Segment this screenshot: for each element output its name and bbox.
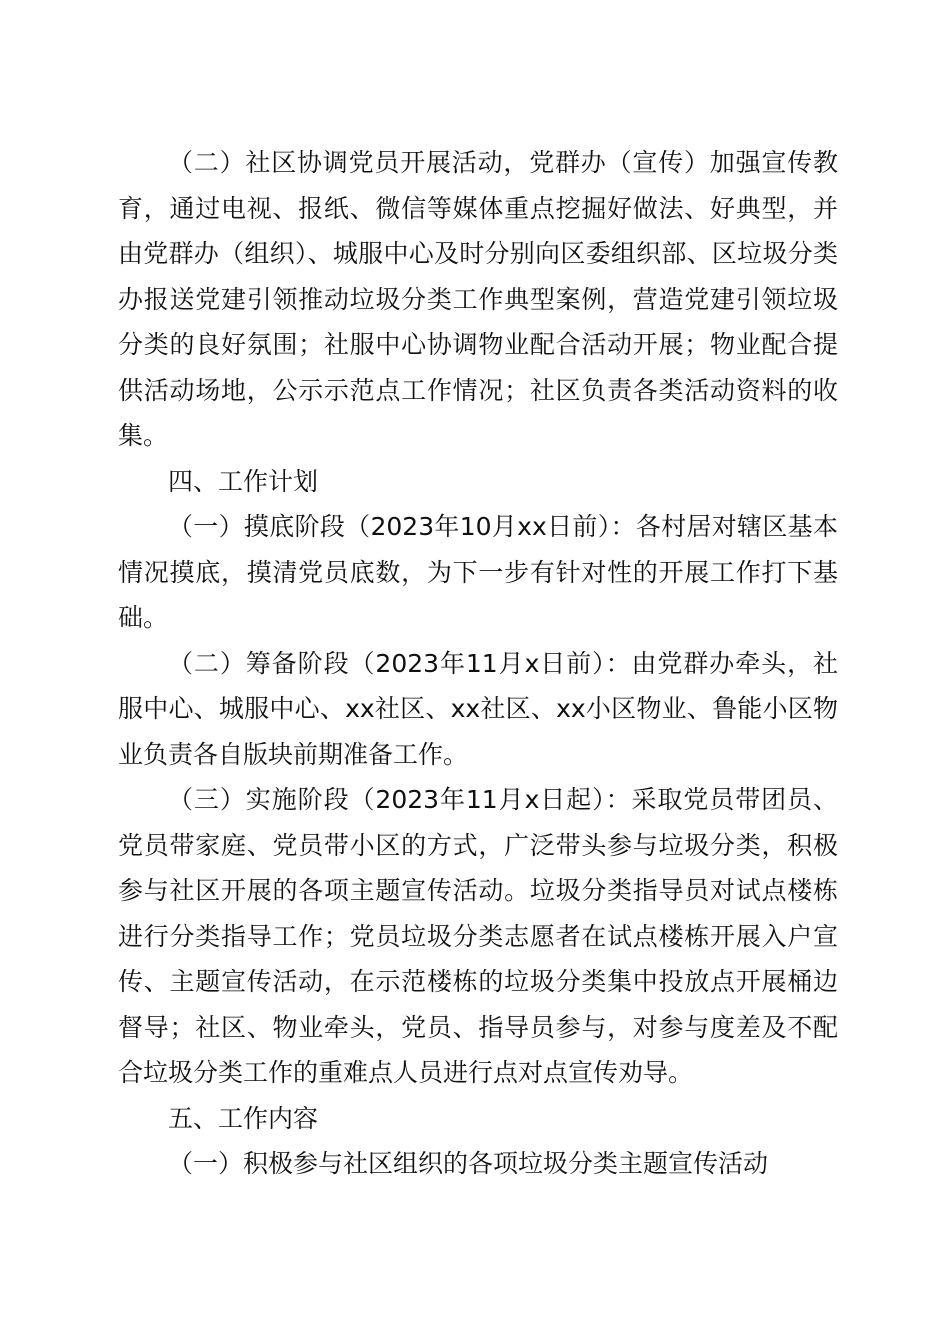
paragraph-community-activities: （二）社区协调党员开展活动，党群办（宣传）加强宣传教育，通过电视、报纸、微信等媒体重点挖掘好做法、好典型，并由党群办（组织）、城服中心及时分别向区委组织部、区垃圾分类办报送党建引领推动垃圾分类工作典型案例，营造党建引领垃圾分类的良好氛围；社服中心协调物业配合活动开展；物业配合提供活动场地，公示示范点工作情况；社区负责各类活动资料的收集。 (118, 148, 838, 450)
paragraph-survey-stage: （一）摸底阶段（2023年10月xx日前）：各村居对辖区基本情况摸底，摸清党员底数，为下一步有针对性的开展工作打下基础。 (118, 512, 838, 632)
section-heading-work-content: 五、工作内容 (168, 1103, 319, 1133)
paragraph-preparation-stage: （二）筹备阶段（2023年11月x日前）：由党群办牵头，社服中心、城服中心、xx社区、xx社区、xx小区物业、鲁能小区物业负责各自版块前期准备工作。 (118, 648, 838, 769)
paragraph-implementation-stage: （三）实施阶段（2023年11月x日起）：采取党员带团员、党员带家庭、党员带小区的方式，广泛带头参与垃圾分类，积极参与社区开展的各项主题宣传活动。垃圾分类指导员对试点楼栋进行分类指导工作；党员垃圾分类志愿者在试点楼栋开展入户宣传、主题宣传活动，在示范楼栋的垃圾分类集中投放点开展桶边督导；社区、物业牵头，党员、指导员参与，对参与度差及不配合垃圾分类工作的重难点人员进行点对点宣传劝导。 (118, 785, 838, 1087)
paragraph-theme-activities: （一）积极参与社区组织的各项垃圾分类主题宣传活动 (168, 1149, 769, 1178)
document-body (118, 140, 838, 1187)
section-heading-work-plan: 四、工作计划 (168, 466, 319, 496)
